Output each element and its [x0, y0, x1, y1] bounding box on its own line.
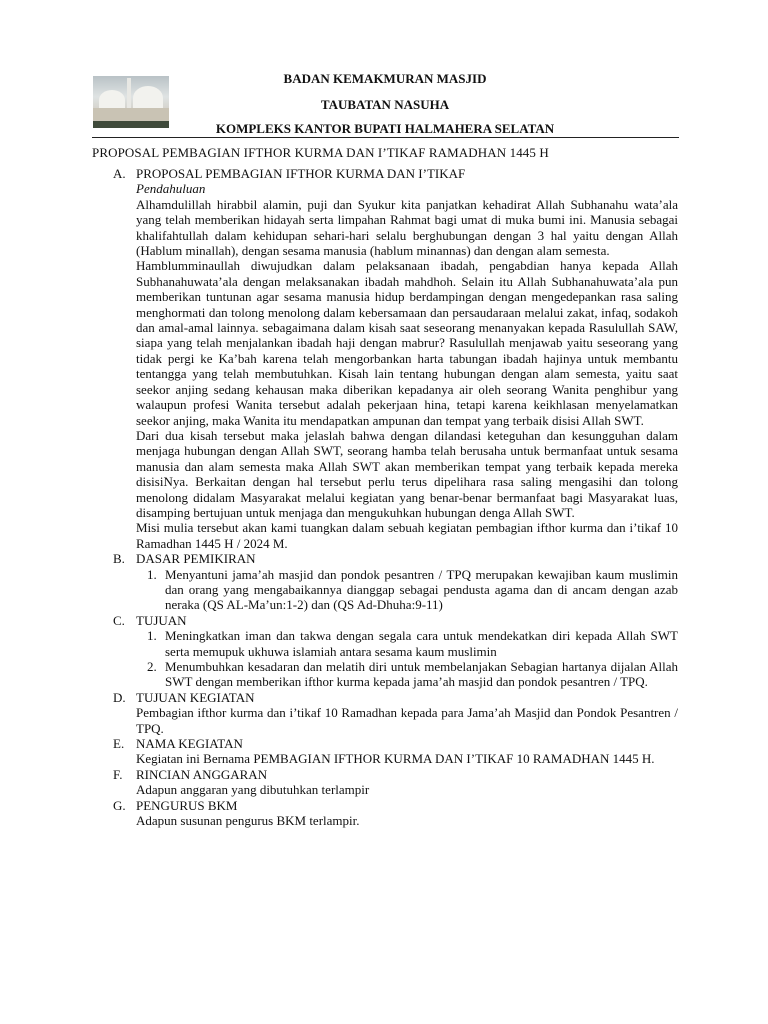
- paragraph: Adapun anggaran yang dibutuhkan terlampir: [136, 782, 370, 798]
- section-title: PENGURUS BKM: [136, 797, 238, 813]
- section-title: DASAR PEMIKIRAN: [136, 551, 256, 567]
- list-text: Meningkatkan iman dan takwa dengan segala cara untuk mendekatkan diri kepada Allah SWT serta memupuk ukhuwa islamiah antara sesama kaum muslimin: [165, 628, 678, 659]
- list-item: [136, 628, 678, 659]
- section-c: [113, 613, 678, 690]
- paragraph: Hamblumminaullah diwujudkan dalam pelaksanaan ibadah, pengabdian hanya kepada Allah Subhanahuwata’ala dengan melaksanakan ibadah mahdhoh. Selain itu Allah Subhanahuwata’ala pun memberikan tuntunan agar sesama manusia hidup berdampingan dengan mengedepankan rasa saling menghormati dan tolong menolong dalam kebersamaan dan persaudaraan melalui zakat, infaq, sodakoh dan amal-amal lainnya. sebagaimana dalam kisah saat seseorang menanyakan kepada Rasulullah SAW, siapa yang telah menjalankan ibadah haji dengan mabrur? Rasulullah menjawab yaitu seseorang yang tidak pergi ke Ka’bah karena telah mengorbankan harta tabungan ibadah hajinya untuk membantu tentangga yang telah membutuhkan. Kisah lain tentang hubungan dengan alam semesta, yaitu saat seekor anjing sedang kehausan maka diberikan kepadanya air oleh seorang Wanita penghibur yang walaupun profesi Wanita tersebut adalah pekerjaan hina, tetapi karena keikhlasan menyelamatkan seekor anjing, maka Wanita itu mendapatkan ampunan dan tempat yang terbaik disisi Allah SWT.: [136, 258, 678, 428]
- paragraph: Adapun susunan pengurus BKM terlampir.: [136, 813, 360, 829]
- paragraph: Kegiatan ini Bernama PEMBAGIAN IFTHOR KURMA DAN I’TIKAF 10 RAMADHAN 1445 H.: [136, 751, 655, 767]
- paragraph: Dari dua kisah tersebut maka jelaslah bahwa dengan dilandasi keteguhan dan kesungguhan dalam menjaga hubungan dengan Allah SWT, seorang hamba telah berusaha untuk bermanfaat untuk sesama manusia dan alam semesta maka Allah SWT akan memberikan tempat yang terbaik kepada mereka disisiNya. Berkaitan dengan hal tersebut perlu terus dipelihara rasa saling mengasihi dan tolong menolong didalam Masyarakat melalui kegiatan yang benar-benar bermanfaat bagi Masyarakat luas, disamping bertujuan untuk menjaga dan mengukuhkan hubungan denga Allah SWT.: [136, 427, 678, 520]
- section-subtitle: Pendahuluan: [136, 181, 206, 197]
- section-f: [113, 767, 678, 798]
- section-letter: E.: [113, 736, 125, 752]
- section-letter: C.: [113, 612, 125, 628]
- mosque-photo: [93, 76, 169, 128]
- document-body: [113, 166, 678, 828]
- section-title: PROPOSAL PEMBAGIAN IFTHOR KURMA DAN I’TIKAF: [136, 166, 466, 181]
- paragraph: Misi mulia tersebut akan kami tuangkan dalam sebuah kegiatan pembagian ifthor kurma dan i’tikaf 10 Ramadhan 1445 H / 2024 M.: [136, 520, 678, 551]
- section-e: [113, 736, 678, 767]
- paragraph: Pembagian ifthor kurma dan i’tikaf 10 Ramadhan kepada para Jama’ah Masjid dan Pondok Pesantren / TPQ.: [136, 705, 678, 736]
- letterhead-divider: [92, 137, 679, 138]
- list-number: 2.: [147, 659, 157, 674]
- section-letter: G.: [113, 797, 126, 813]
- section-letter: F.: [113, 766, 123, 782]
- section-letter: A.: [113, 166, 126, 181]
- numbered-list: [136, 628, 678, 690]
- list-item: [136, 659, 678, 690]
- list-text: Menyantuni jama’ah masjid dan pondok pesantren / TPQ merupakan kewajiban kaum muslimin dan orang yang mengabaikannya dianggap sebagai pendusta agama dan di ancam dengan azab neraka (QS AL-Ma’un:1-2) dan (QS Ad-Dhuha:9-11): [165, 566, 678, 613]
- letterhead-org-name: BADAN KEMAKMURAN MASJID: [283, 71, 487, 86]
- section-title: RINCIAN ANGGARAN: [136, 766, 268, 782]
- section-g: [113, 798, 678, 829]
- section-title: NAMA KEGIATAN: [136, 736, 243, 752]
- list-text: Menumbuhkan kesadaran dan melatih diri untuk membelanjakan Sebagian hartanya dijalan Allah SWT dengan memberikan ifthor kurma kepada jama’ah masjid dan pondok pesantren / TPQ.: [165, 659, 678, 690]
- section-title: TUJUAN: [136, 612, 187, 628]
- list-number: 1.: [147, 628, 157, 644]
- section-a: [113, 166, 678, 551]
- list-number: 1.: [147, 566, 157, 582]
- section-letter: D.: [113, 689, 126, 705]
- section-title: TUJUAN KEGIATAN: [136, 689, 255, 705]
- section-letter: B.: [113, 551, 125, 567]
- document-title: PROPOSAL PEMBAGIAN IFTHOR KURMA DAN I’TIKAF RAMADHAN 1445 H: [92, 145, 549, 160]
- section-d: [113, 690, 678, 736]
- letterhead-mosque-name: TAUBATAN NASUHA: [320, 97, 450, 112]
- numbered-list: [136, 567, 678, 613]
- letterhead-address: KOMPLEKS KANTOR BUPATI HALMAHERA SELATAN: [215, 121, 555, 136]
- paragraph: Alhamdulillah hirabbil alamin, puji dan Syukur kita panjatkan kehadirat Allah Subhanahu wata’ala yang telah memberikan hidayah serta limpahan Rahmat bagi umat di muka bumi ini. Manusia sebagai khalifahtullah dalam kehidupan sehari-hari selalu berghubungan dengan 3 hal yaitu dengan Allah (Hablum minallah), dengan sesama manusia (hablum minannas) dan dengan alam semesta.: [136, 196, 678, 259]
- section-b: [113, 551, 678, 613]
- list-item: [136, 567, 678, 613]
